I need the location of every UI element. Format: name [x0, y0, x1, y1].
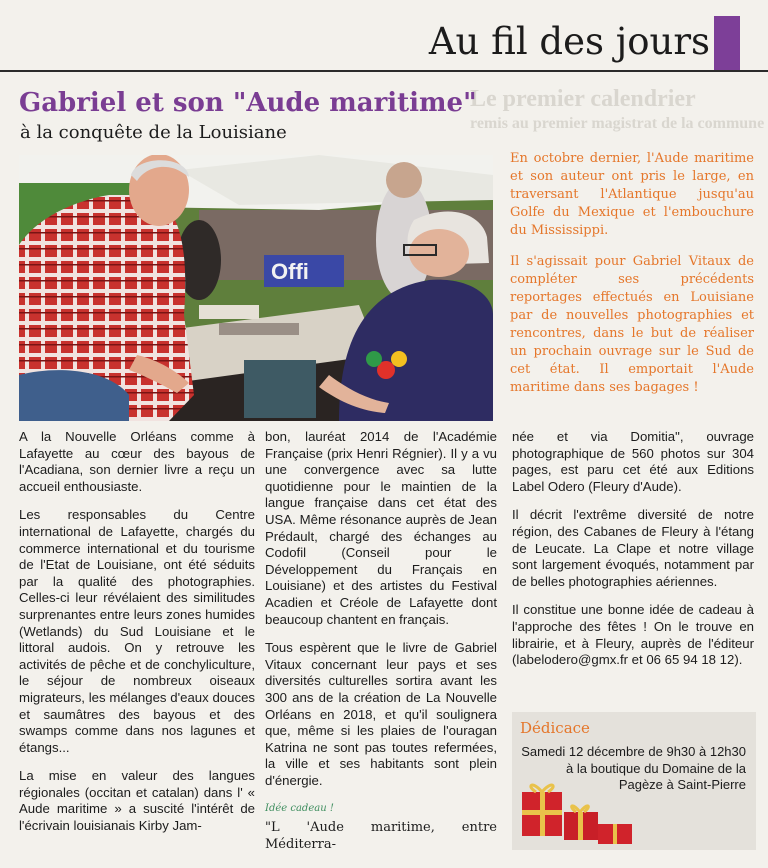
article-headline: Gabriel et son "Aude maritime" [19, 88, 477, 118]
section-title: Au fil des jours [428, 20, 710, 63]
intro-paragraph: Il s'agissait pour Gabriel Vitaux de compléter ses précédents reportages effectués en Louisiane par de nouvelles photographies et rencontres, dans le but de réaliser un prochain ouvrage sur le Sud de cet état. Il emportait l'Aude maritime dans ses bagages ! [510, 254, 754, 395]
section-accent-block [714, 16, 740, 70]
photo-banner-text: Offi [271, 259, 309, 284]
dedicace-box [512, 712, 756, 850]
body-paragraph: née et via Domitia", ouvrage photographique de 560 photos sur 304 pages, est paru cet été aux Editions Label Odero (Fleury d'Aude). [512, 429, 754, 494]
body-paragraph: A la Nouvelle Orléans comme à Lafayette au cœur des bayous de l'Acadiana, son dernier livre a reçu un accueil enthousiaste. [19, 429, 255, 494]
article-column-2 [265, 429, 497, 853]
article-column-1 [19, 429, 255, 847]
article-photo [19, 155, 493, 421]
body-paragraph: Il constitue une bonne idée de cadeau à l'approche des fêtes ! On le trouve en librairie, et à Fleury, auprès de l'éditeur (labelodero@gmx.fr et 06 65 94 18 12). [512, 602, 754, 668]
dedicace-text: Samedi 12 décembre de 9h30 à 12h30 à la boutique du Domaine de la Pagèze à Saint-Pierre [521, 744, 746, 792]
background-article-ghost [470, 86, 768, 133]
body-paragraph: bon, lauréat 2014 de l'Académie Française (prix Henri Régnier). Il y a vu une convergence avec sa lutte quotidienne pour le maintien de la langue française dans cet état des USA. Même résonance auprès de Jean Prédault, chargé des échanges au Codofil (Conseil pour le Développement du Français en Louisiane) et des artistes du Festival Acadien et Créole de Lafayette dont beaucoup chantent en français. [265, 429, 497, 627]
body-paragraph: Tous espèrent que le livre de Gabriel Vitaux concernant leur pays et ses diversités culturelles sortira avant les 300 ans de la création de La Nouvelle Orléans en 2018, et qu'il soulignera que, même si les plaies de l'ouragan Katrina ne sont pas toutes refermées, la ville et ses habitants sont plein d'énergie. [265, 640, 497, 788]
body-paragraph: Il décrit l'extrême diversité de notre région, des Cabanes de Fleury à l'étang de Leucate. La Clape et notre village sont largement évoqués, notamment par de belles photographies aériennes. [512, 507, 754, 589]
header-rule [0, 70, 768, 72]
background-article-title: Le premier calendrier [470, 86, 696, 112]
body-paragraph: Les responsables du Centre international de Lafayette, chargés du commerce international et du tourisme de l'Etat de Louisiane, ont été séduits par la qualité des photographies. Celles-ci leur révélaient des similitudes surprenantes entre leurs zones humides (Wetlands) du Sud Louisiane et le littoral audois. On y retrouve les activités de pêche et de conchyliculture, le séjour de nombreux oiseaux migrateurs, les mélanges d'eaux douces et saumâtres des bayous et des swamps comme dans nos lagunes et étangs... [19, 507, 255, 755]
gift-note: Idée cadeau ! [265, 803, 334, 815]
article-subheadline: à la conquête de la Louisiane [20, 122, 287, 143]
article-intro [510, 150, 754, 410]
intro-paragraph: En octobre dernier, l'Aude maritime et son auteur ont pris le large, en traversant l'Atlantique jusqu'au Golfe du Mexique et l'embouchure du Mississippi. [510, 151, 754, 238]
body-paragraph: La mise en valeur des langues régionales (occitan et catalan) dans l' « Aude maritime » a suscité l'intérêt de l'écrivain louisianais Kirby Jam- [19, 768, 255, 834]
dedicace-title: Dédicace [520, 719, 590, 737]
article-column-3 [512, 429, 754, 681]
body-paragraph-continued: "L 'Aude maritime, entre Méditerra- [265, 820, 497, 852]
background-article-subtitle: remis au premier magistrat de la commune [470, 115, 765, 132]
